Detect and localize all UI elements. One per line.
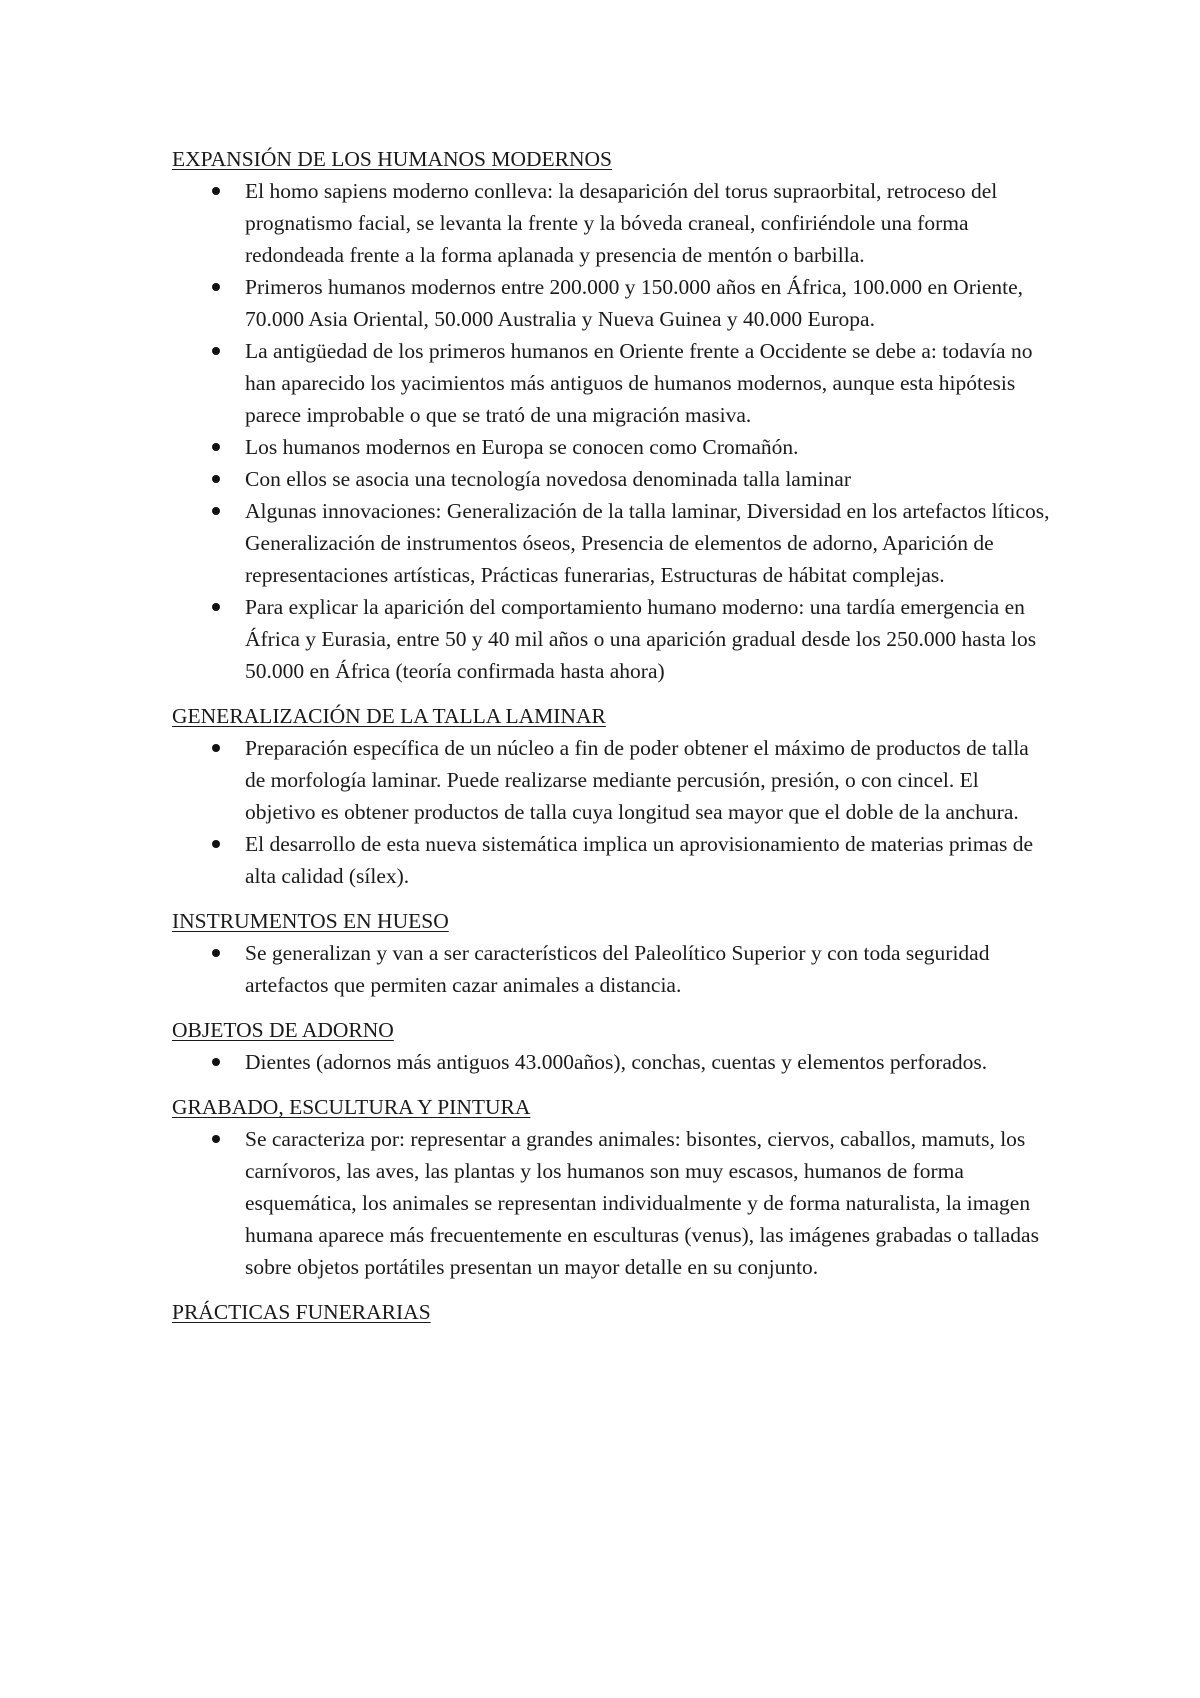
- bullet-dot-icon: [212, 603, 220, 611]
- bullet-dot-icon: [212, 187, 220, 195]
- document-content: [172, 143, 1052, 1341]
- bullet-item: [172, 591, 1052, 687]
- bullet-text: Se generalizan y van a ser característicos del Paleolítico Superior y con toda seguridad artefactos que permiten cazar animales a distancia.: [245, 941, 990, 997]
- bullet-dot-icon: [212, 1058, 220, 1066]
- bullet-item: [172, 271, 1052, 335]
- bullet-dot-icon: [212, 347, 220, 355]
- section-title: EXPANSIÓN DE LOS HUMANOS MODERNOS: [172, 147, 613, 171]
- section-title: PRÁCTICAS FUNERARIAS: [172, 1300, 431, 1324]
- section-title: INSTRUMENTOS EN HUESO: [172, 909, 449, 933]
- section-objetos-adorno: [172, 1014, 1052, 1078]
- bullet-text: Para explicar la aparición del comportamiento humano moderno: una tardía emergencia en África y Eurasia, entre 50 y 40 mil años o una aparición gradual desde los 250.000 hasta los 50.000 en África (teoría confirmada hasta ahora): [245, 595, 1037, 683]
- bullet-item: [172, 1046, 1052, 1078]
- bullet-text: Preparación específica de un núcleo a fin de poder obtener el máximo de productos de talla de morfología laminar. Puede realizarse mediante percusión, presión, o con cincel. El objetivo es obtener productos de talla cuya longitud sea mayor que el doble de la anchura.: [245, 736, 1029, 824]
- bullet-list: [172, 175, 1052, 687]
- bullet-dot-icon: [212, 443, 220, 451]
- section-grabado-escultura-pintura: [172, 1091, 1052, 1283]
- bullet-dot-icon: [212, 840, 220, 848]
- bullet-dot-icon: [212, 1135, 220, 1143]
- bullet-dot-icon: [212, 507, 220, 515]
- section-title: OBJETOS DE ADORNO: [172, 1018, 394, 1042]
- bullet-text: El homo sapiens moderno conlleva: la desaparición del torus supraorbital, retroceso del prognatismo facial, se levanta la frente y la bóveda craneal, confiriéndole una forma redondeada frente a la forma aplanada y presencia de mentón o barbilla.: [245, 179, 998, 267]
- section-talla-laminar: [172, 700, 1052, 892]
- bullet-dot-icon: [212, 283, 220, 291]
- section-title: GRABADO, ESCULTURA Y PINTURA: [172, 1095, 531, 1119]
- bullet-text: Los humanos modernos en Europa se conocen como Cromañón.: [245, 435, 799, 459]
- bullet-text: Con ellos se asocia una tecnología novedosa denominada talla laminar: [245, 467, 851, 491]
- bullet-text: Se caracteriza por: representar a grandes animales: bisontes, ciervos, caballos, mamuts, los carnívoros, las aves, las plantas y los humanos son muy escasos, humanos de forma esquemática, los animales se representan individualmente y de forma naturalista, la imagen humana aparece más frecuentemente en esculturas (venus), las imágenes grabadas o talladas sobre objetos portátiles presentan un mayor detalle en su conjunto.: [245, 1127, 1039, 1279]
- bullet-item: [172, 175, 1052, 271]
- bullet-text: Algunas innovaciones: Generalización de la talla laminar, Diversidad en los artefactos líticos, Generalización de instrumentos óseos, Presencia de elementos de adorno, Aparición de representaciones artísticas, Prácticas funerarias, Estructuras de hábitat complejas.: [245, 499, 1050, 587]
- bullet-dot-icon: [212, 475, 220, 483]
- section-expansion: [172, 143, 1052, 687]
- bullet-dot-icon: [212, 744, 220, 752]
- bullet-item: [172, 732, 1052, 828]
- bullet-text: La antigüedad de los primeros humanos en Oriente frente a Occidente se debe a: todavía no han aparecido los yacimientos más antiguos de humanos modernos, aunque esta hipótesis parece improbable o que se trató de una migración masiva.: [245, 339, 1033, 427]
- bullet-item: [172, 1123, 1052, 1283]
- bullet-list: [172, 937, 1052, 1001]
- bullet-item: [172, 431, 1052, 463]
- bullet-item: [172, 495, 1052, 591]
- section-instrumentos-hueso: [172, 905, 1052, 1001]
- bullet-text: Primeros humanos modernos entre 200.000 y 150.000 años en África, 100.000 en Oriente, 70.000 Asia Oriental, 50.000 Australia y Nueva Guinea y 40.000 Europa.: [245, 275, 1024, 331]
- bullet-list: [172, 1123, 1052, 1283]
- bullet-item: [172, 463, 1052, 495]
- bullet-text: Dientes (adornos más antiguos 43.000años), conchas, cuentas y elementos perforados.: [245, 1050, 988, 1074]
- section-title: GENERALIZACIÓN DE LA TALLA LAMINAR: [172, 704, 606, 728]
- bullet-list: [172, 732, 1052, 892]
- bullet-item: [172, 335, 1052, 431]
- bullet-dot-icon: [212, 949, 220, 957]
- section-practicas-funerarias: [172, 1296, 1052, 1328]
- bullet-item: [172, 828, 1052, 892]
- bullet-item: [172, 937, 1052, 1001]
- bullet-text: El desarrollo de esta nueva sistemática implica un aprovisionamiento de materias primas de alta calidad (sílex).: [245, 832, 1034, 888]
- bullet-list: [172, 1046, 1052, 1078]
